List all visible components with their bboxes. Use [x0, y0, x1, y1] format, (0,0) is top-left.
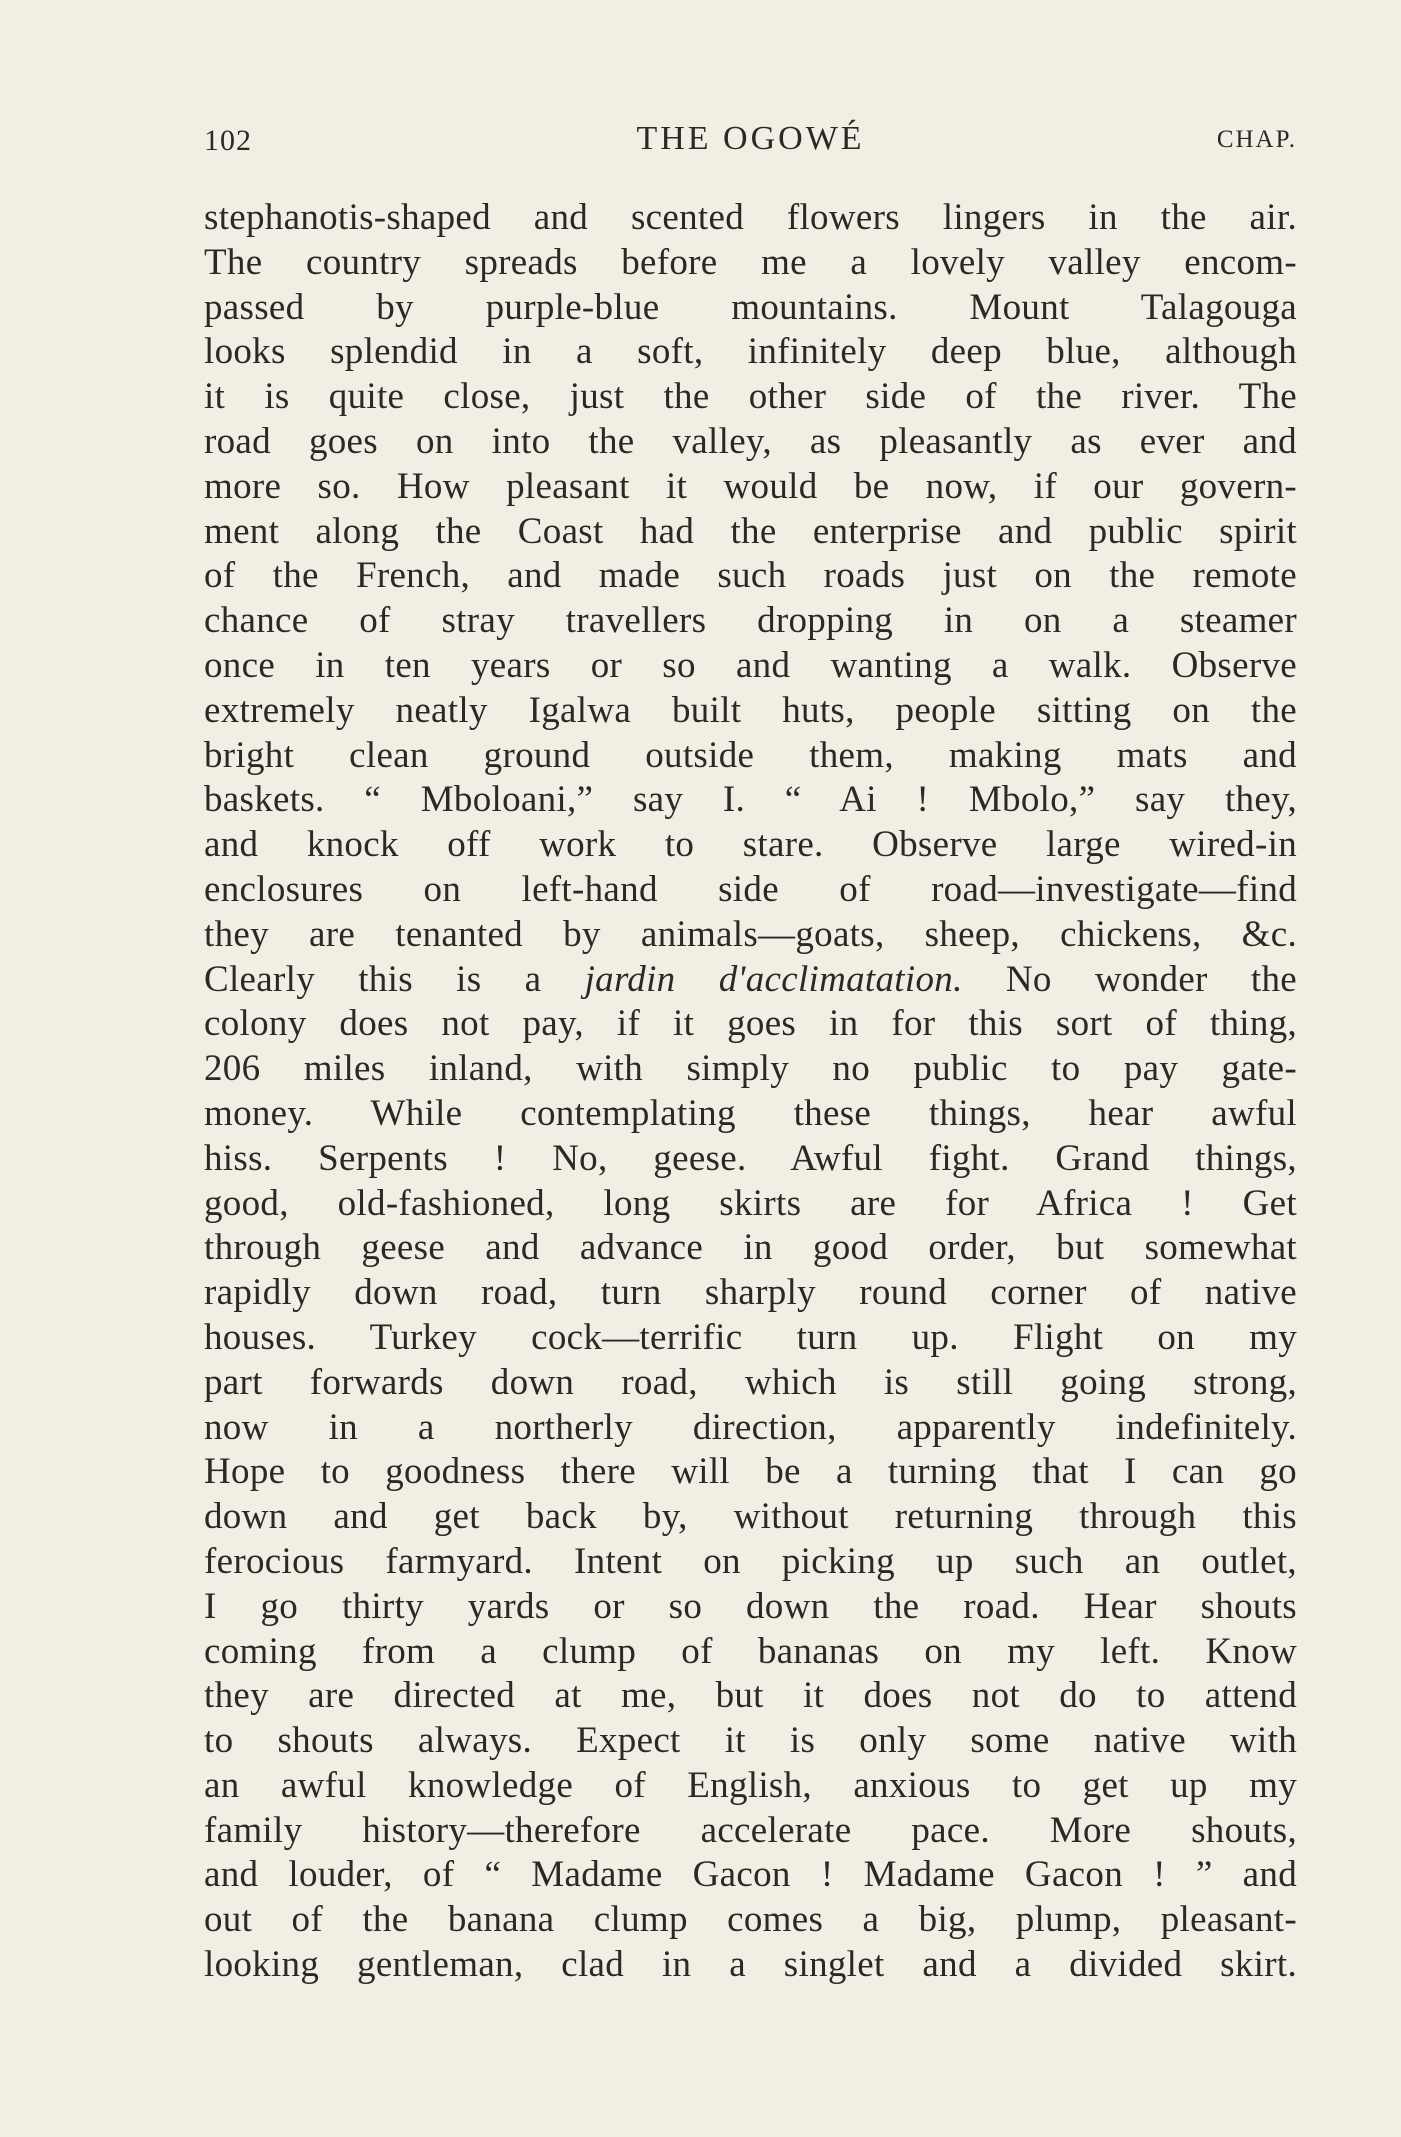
- text-line: chance of stray travellers dropping in on a steamer: [204, 600, 1297, 642]
- text-line: an awful knowledge of English, anxious to get up my: [204, 1764, 1297, 1806]
- text-line: they are tenanted by animals—goats, sheep, chickens, &c.: [204, 913, 1297, 955]
- text-line: bright clean ground outside them, making mats and: [204, 734, 1297, 776]
- text-line: money. While contemplating these things, hear awful: [204, 1092, 1297, 1134]
- text-line: out of the banana clump comes a big, plump, pleasant-: [204, 1899, 1297, 1941]
- text-line: once in ten years or so and wanting a walk. Observe: [204, 644, 1297, 686]
- text-line: enclosures on left-hand side of road—investigate—find: [204, 868, 1297, 910]
- text-line: passed by purple-blue mountains. Mount Talagouga: [204, 286, 1297, 328]
- text-line: stephanotis-shaped and scented flowers lingers in the air.: [204, 197, 1297, 238]
- line-text-before: Clearly this is a: [204, 958, 585, 1000]
- text-line: more so. How pleasant it would be now, if our govern-: [204, 465, 1297, 507]
- text-line: 206 miles inland, with simply no public to pay gate-: [204, 1048, 1297, 1090]
- text-line: good, old-fashioned, long skirts are for Africa ! Get: [204, 1182, 1297, 1224]
- text-line: it is quite close, just the other side of the river. The: [204, 376, 1297, 418]
- text-line: ment along the Coast had the enterprise and public spirit: [204, 510, 1297, 552]
- text-line: part forwards down road, which is still going strong,: [204, 1361, 1297, 1403]
- book-title: THE OGOWÉ: [636, 120, 865, 157]
- text-line: hiss. Serpents ! No, geese. Awful fight. Grand things,: [204, 1137, 1297, 1179]
- text-line: Hope to goodness there will be a turning that I can go: [204, 1451, 1297, 1493]
- text-line: I go thirty yards or so down the road. Hear shouts: [204, 1585, 1297, 1627]
- line-text-after: No wonder the: [962, 958, 1297, 1000]
- text-line: down and get back by, without returning through this: [204, 1496, 1297, 1538]
- italic-phrase: jardin d'acclimatation.: [584, 958, 963, 1000]
- text-line: family history—therefore accelerate pace. More shouts,: [204, 1809, 1297, 1851]
- text-line: ferocious farmyard. Intent on picking up such an outlet,: [204, 1540, 1297, 1582]
- text-line-with-italic: [204, 958, 1297, 1003]
- text-line: baskets. “ Mboloani,” say I. “ Ai ! Mbolo,” say they,: [204, 779, 1297, 821]
- text-line: coming from a clump of bananas on my left. Know: [204, 1630, 1297, 1672]
- text-line: and louder, of “ Madame Gacon ! Madame Gacon ! ” and: [204, 1854, 1297, 1896]
- text-line: extremely neatly Igalwa built huts, people sitting on the: [204, 689, 1297, 731]
- running-head: [204, 120, 1297, 164]
- page-number: 102: [204, 124, 252, 157]
- chapter-label: CHAP.: [1216, 126, 1297, 153]
- text-line: rapidly down road, turn sharply round corner of native: [204, 1272, 1297, 1314]
- text-line: houses. Turkey cock—terrific turn up. Flight on my: [204, 1316, 1297, 1358]
- text-line: The country spreads before me a lovely valley encom-: [204, 241, 1297, 283]
- text-line: of the French, and made such roads just on the remote: [204, 555, 1297, 597]
- text-line: now in a northerly direction, apparently indefinitely.: [204, 1406, 1297, 1448]
- body-text: [204, 196, 1297, 1988]
- text-line: looking gentleman, clad in a singlet and a divided skirt.: [204, 1944, 1297, 1986]
- text-line: and knock off work to stare. Observe large wired-in: [204, 824, 1297, 866]
- text-line: colony does not pay, if it goes in for this sort of thing,: [204, 1003, 1297, 1045]
- text-line: road goes on into the valley, as pleasantly as ever and: [204, 420, 1297, 462]
- text-line: through geese and advance in good order, but somewhat: [204, 1227, 1297, 1269]
- text-line: looks splendid in a soft, infinitely deep blue, although: [204, 331, 1297, 373]
- text-line: they are directed at me, but it does not do to attend: [204, 1675, 1297, 1717]
- text-line: to shouts always. Expect it is only some native with: [204, 1720, 1297, 1762]
